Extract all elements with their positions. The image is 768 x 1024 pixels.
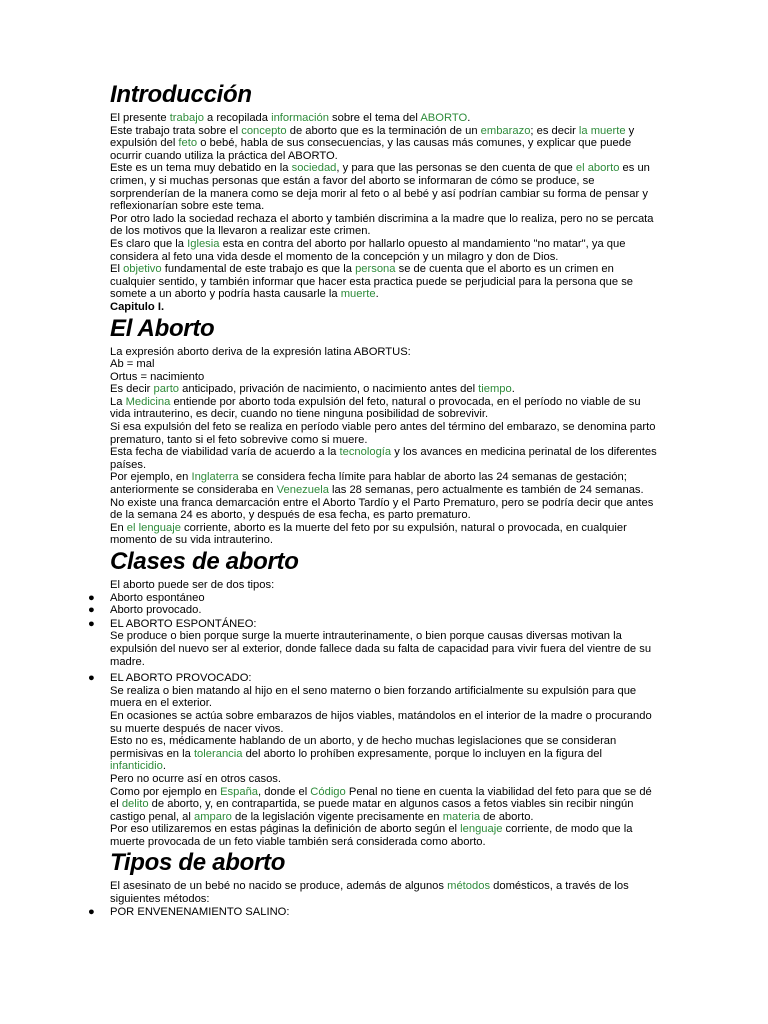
text: o bebé, habla de sus consecuencias, y las causas más comunes, y explicar que puede ocurrir cuando utiliza la práctica del ABORTO. [110,137,632,162]
paragraph: Por otro lado la sociedad rechaza el aborto y también discrimina a la madre que lo realiza, pero no se percata de los motivos que la llevaron a realizar este crimen. [110,212,654,238]
text: ; es decir [530,124,579,137]
text: Esta fecha de viabilidad varía de acuerdo a la [110,446,340,459]
text: domésticos, a través de los siguientes métodos: [110,880,629,906]
paragraph [110,125,658,163]
paragraph: Ortus = nacimiento [110,370,205,383]
link-venezuela[interactable]: Venezuela [276,484,329,497]
list-item-text: En ocasiones se actúa sobre embarazos de hijos viables, matándolos en el interior de la madre o procurando su muerte después de nacer vivos. [110,709,652,735]
text: se de cuenta que el aborto es un crimen en cualquier sentido, y también informar que hacer esta practica puede se perjudicial para la persona que se somete a un aborto y podría hasta causarle la [110,263,634,301]
link-iglesia[interactable]: Iglesia [187,237,220,250]
paragraph: La expresión aborto deriva de la expresión latina ABORTUS: [110,345,411,358]
text: las 28 semanas, pero actualmente es también de 24 semanas. [328,484,644,497]
list-item-text [110,823,658,848]
text: . [511,383,515,396]
text: entiende por aborto toda expulsión del feto, natural o provocada, en el período no viable de su vida intrauterino, es decir, cuando no tiene ninguna posibilidad de sobrevivir. [110,395,641,421]
list-item-text: POR ENVENENAMIENTO SALINO: [110,905,290,918]
text: de la legislación vigente precisamente en [231,810,443,823]
text: de aborto, y, en contrapartida, se puede matar en algunos casos a fetos viables sin recibir ningún castigo penal, al [110,798,634,823]
link-embarazo[interactable]: embarazo [480,124,531,137]
bullet-icon: ● [88,672,95,685]
text: Este es un tema muy debatido en la [110,162,292,175]
text: Por eso utilizaremos en estas páginas la definición de aborto según el [110,823,461,836]
link-espana[interactable]: España [220,785,259,798]
text: a recopilada [203,112,272,124]
link-el-lenguaje[interactable]: el lenguaje [126,521,181,534]
list-item-text: Aborto provocado. [110,604,202,617]
text: . [162,760,166,773]
paragraph [110,263,658,301]
paragraph [110,522,658,547]
link-la-muerte[interactable]: la muerte [578,124,626,137]
heading-tipos-de-aborto: Tipos de aborto [110,849,286,877]
link-concepto[interactable]: concepto [241,124,287,137]
paragraph [110,471,658,496]
list-item-text: Pero no ocurre así en otros casos. [110,772,282,785]
text: El asesinato de un bebé no nacido se produce, además de algunos [110,880,448,893]
text: corriente, de modo que la muerte provocada de un feto viable también será considerada como aborto. [110,823,633,848]
text: El [110,263,124,276]
text: , y para que las personas se den cuenta de que [336,162,576,175]
list-item [88,591,658,605]
text: . [375,288,379,301]
list-item-text [110,735,658,773]
chapter-label: Capitulo I. [110,300,165,313]
link-tiempo[interactable]: tiempo [478,383,512,396]
text: Es claro que la [110,237,188,250]
link-sociedad[interactable]: sociedad [291,162,337,175]
paragraph [110,162,658,212]
paragraph [110,446,658,471]
text: En [110,521,127,534]
link-inglaterra[interactable]: Inglaterra [191,471,239,484]
link-materia[interactable]: materia [442,810,481,823]
bullet-icon: ● [88,591,95,604]
text: y los avances en medicina perinatal de los diferentes países. [110,446,657,471]
link-lenguaje[interactable]: lenguaje [460,823,503,836]
link-objetivo[interactable]: objetivo [123,263,162,276]
text: esta en contra del aborto por hallarlo opuesto al mandamiento "no matar", ya que considera al feto una vida desde el momento de la concepción y un milagro y don de Dios. [110,237,626,263]
link-feto[interactable]: feto [178,137,198,150]
link-amparo[interactable]: amparo [193,810,232,823]
paragraph: Si esa expulsión del feto se realiza en período viable pero antes del término del embarazo, se denomina parto prematuro, tanto si el feto sobrevive como si muere. [110,421,656,446]
bullet-list [88,905,658,919]
text: Es decir [110,383,154,396]
paragraph [110,238,658,263]
text: Esto no es, médicamente hablando de un aborto, y de hecho muchas legislaciones que se consideran permisivas en la [110,735,617,760]
link-aborto[interactable]: ABORTO [420,112,468,124]
heading-introduccion: Introducción [110,81,252,108]
text: se considera fecha límite para hablar de aborto las 24 semanas de gestación; anteriormente se consideraba en [110,471,627,497]
link-codigo[interactable]: Código [310,785,346,798]
text: del aborto lo prohíben expresamente, porque lo incluyen en la figura del [242,747,602,760]
link-metodos[interactable]: métodos [447,880,491,893]
text: Como por ejemplo en [110,785,221,798]
list-item [88,617,658,668]
heading-el-aborto: El Aborto [110,314,215,342]
link-trabajo[interactable]: trabajo [169,112,204,124]
bullet-icon: ● [88,617,95,630]
link-medicina[interactable]: Medicina [125,395,171,408]
list-item-text: EL ABORTO ESPONTÁNEO: [110,617,257,630]
list-item-text: EL ABORTO PROVOCADO: [110,672,252,685]
link-tecnologia[interactable]: tecnología [339,446,392,459]
link-informacion[interactable]: información [271,112,329,124]
text: y expulsión del [110,124,635,150]
text: es un crimen, y si muchas personas que están a favor del aborto se informaran de cómo se produce, se sorprenderían de la manera como se deja morir al feto o al bebé y así podrían cambiar su forma de pensar y reflexionarían sobre este tema. [110,162,650,213]
list-item [88,905,658,919]
link-el-aborto[interactable]: el aborto [575,162,620,175]
link-delito[interactable]: delito [121,798,149,811]
paragraph [110,112,658,125]
text: Por ejemplo, en [110,471,192,484]
list-item-text: Se realiza o bien matando al hijo en el seno materno o bien forzando artificialmente su expulsión para que muera en el exterior. [110,684,637,710]
paragraph [110,396,658,421]
text: sobre el tema del [328,112,421,124]
list-item [88,672,658,848]
heading-clases-de-aborto: Clases de aborto [110,548,299,575]
text: El presente [110,112,170,124]
text: anticipado, privación de nacimiento, o nacimiento antes del [179,383,479,396]
text: La [110,395,126,408]
text: corriente, aborto es la muerte del feto por su expulsión, natural o provocada, en cualquier momento de su vida intrauterino. [110,521,627,547]
link-infanticidio[interactable]: infanticidio [110,760,163,773]
text: Este trabajo trata sobre el [110,124,242,137]
paragraph: No existe una franca demarcación entre el Aborto Tardío y el Parto Prematuro, pero se podría decir que antes de la semana 24 es aborto, y después de esa fecha, es parto prematuro. [110,496,654,522]
link-tolerancia[interactable]: tolerancia [193,747,243,760]
list-item-text: Se produce o bien porque surge la muerte intrauterinamente, o bien porque causas diversas motivan la expulsión del nuevo ser al exterior, donde fallece dada su falta de capacidad para vivir fuera del vientre de su madre. [110,630,652,668]
paragraph [110,880,658,905]
text: . [467,112,471,124]
document-page [88,80,658,918]
paragraph: Ab = mal [110,358,155,371]
list-item [88,604,658,617]
link-persona[interactable]: persona [355,263,396,276]
link-parto[interactable]: parto [153,383,180,396]
text: Penal no tiene en cuenta la viabilidad del feto para que se dé el [110,785,652,811]
list-item-text: Aborto espontáneo [110,591,205,604]
link-muerte[interactable]: muerte [340,288,376,301]
text: de aborto que es la terminación de un [286,124,481,137]
paragraph [110,383,658,396]
paragraph: El aborto puede ser de dos tipos: [110,579,275,591]
bullet-icon: ● [88,604,95,617]
text: fundamental de este trabajo es que la [161,263,356,276]
text: de aborto. [480,810,534,823]
bullet-list [88,591,658,849]
text: , donde el [258,785,311,798]
bullet-icon: ● [88,905,95,918]
list-item-text [110,786,658,824]
